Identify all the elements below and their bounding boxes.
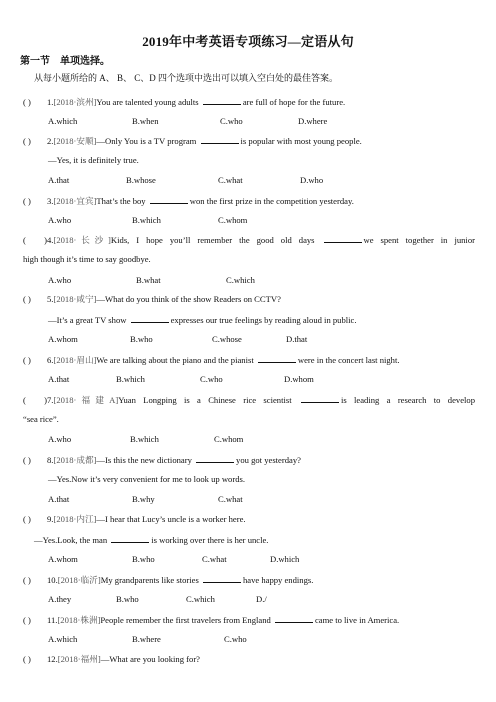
question-stem-end: is leading a research to develop bbox=[340, 395, 476, 405]
question-stem: Kids, I hope you’ll remember the good old days bbox=[110, 235, 322, 245]
options-7 bbox=[48, 434, 448, 445]
option: B.who bbox=[132, 554, 155, 564]
answer-blank bbox=[203, 574, 241, 583]
options-1 bbox=[48, 116, 448, 127]
question-9 bbox=[23, 514, 246, 525]
question-source: [2018·安顺] bbox=[53, 136, 97, 146]
option: A.who bbox=[48, 434, 72, 444]
answer-paren[interactable]: ( ) bbox=[23, 136, 31, 146]
section-heading bbox=[20, 52, 110, 67]
option: C.who bbox=[224, 634, 247, 644]
answer-blank bbox=[301, 394, 339, 403]
question-6 bbox=[23, 354, 400, 366]
options-5 bbox=[48, 334, 448, 345]
question-7 bbox=[23, 394, 475, 406]
question-number: 4. bbox=[47, 235, 54, 245]
question-stem-end: you got yesterday? bbox=[236, 455, 301, 465]
question-number: 12. bbox=[47, 654, 58, 664]
options-8 bbox=[48, 494, 448, 505]
question-source: [2018·福建A] bbox=[53, 395, 119, 405]
options-2 bbox=[48, 175, 448, 186]
question-9-continuation bbox=[34, 534, 268, 546]
option: A.which bbox=[48, 116, 78, 126]
question-stem-end: are full of hope for the future. bbox=[242, 97, 346, 107]
option: B.who bbox=[116, 594, 139, 604]
question-stem: We are talking about the piano and the pianist bbox=[96, 355, 256, 365]
question-source: [2018·成都] bbox=[53, 455, 97, 465]
answer-blank bbox=[150, 195, 188, 204]
instruction-text: 从每小题所给的 A、 B、 C、D 四个选项中选出可以填入空白处的最佳答案。 bbox=[34, 73, 339, 83]
question-stem-end: were in the concert last night. bbox=[297, 355, 400, 365]
option: A.that bbox=[48, 374, 70, 384]
answer-paren[interactable]: ( ) bbox=[23, 615, 31, 625]
answer-paren[interactable]: ( ) bbox=[23, 294, 31, 304]
question-number: 9. bbox=[47, 514, 54, 524]
question-5 bbox=[23, 294, 281, 305]
option: C.whose bbox=[212, 334, 242, 344]
question-number: 7. bbox=[47, 395, 54, 405]
option: A.who bbox=[48, 215, 72, 225]
continuation-stem-end: is working over there is her uncle. bbox=[151, 535, 269, 545]
question-number: 11. bbox=[47, 615, 58, 625]
question-source: [2018·内江] bbox=[53, 514, 97, 524]
continuation-stem-end: expresses our true feelings by reading aloud in public. bbox=[170, 315, 357, 325]
section-title: 单项选择。 bbox=[60, 56, 110, 67]
option: A.that bbox=[48, 494, 70, 504]
question-source: [2018·福州] bbox=[57, 654, 101, 664]
answer-paren[interactable]: ( ) bbox=[23, 514, 31, 524]
answer-blank bbox=[324, 234, 362, 243]
question-2-continuation: —Yes, it is definitely true. bbox=[48, 155, 139, 165]
question-stem-end: we spent together in junior bbox=[363, 235, 475, 245]
question-stem: —What are you looking for? bbox=[100, 654, 200, 664]
option: B.where bbox=[132, 634, 161, 644]
option: B.who bbox=[130, 334, 153, 344]
question-number: 6. bbox=[47, 355, 54, 365]
answer-paren[interactable]: ( ) bbox=[23, 575, 31, 585]
question-number: 10. bbox=[47, 575, 58, 585]
answer-blank bbox=[275, 614, 313, 623]
question-source: [2018·眉山] bbox=[53, 355, 97, 365]
answer-blank bbox=[196, 454, 234, 463]
answer-blank bbox=[258, 354, 296, 363]
option: C.who bbox=[220, 116, 243, 126]
question-4-continuation: high though it’s time to say goodbye. bbox=[23, 254, 151, 264]
option: B.which bbox=[132, 215, 161, 225]
option: C.which bbox=[186, 594, 215, 604]
question-number: 5. bbox=[47, 294, 54, 304]
option: A.whom bbox=[48, 334, 78, 344]
question-8 bbox=[23, 454, 301, 466]
question-stem: People remember the first travelers from England bbox=[100, 615, 273, 625]
question-7-continuation: “sea rice”. bbox=[23, 414, 59, 424]
option: A.whom bbox=[48, 554, 78, 564]
option: C.what bbox=[218, 175, 243, 185]
option: A.they bbox=[48, 594, 72, 604]
answer-paren[interactable]: ( ) bbox=[23, 235, 47, 245]
continuation-stem: —It’s a great TV show bbox=[48, 315, 129, 325]
question-source: [2018·临沂] bbox=[57, 575, 101, 585]
option: A.who bbox=[48, 275, 72, 285]
question-stem: —I hear that Lucy’s uncle is a worker here. bbox=[96, 514, 246, 524]
answer-blank bbox=[201, 135, 239, 144]
option: C.who bbox=[200, 374, 223, 384]
question-12 bbox=[23, 654, 200, 665]
answer-paren[interactable]: ( ) bbox=[23, 355, 31, 365]
question-number: 3. bbox=[47, 196, 54, 206]
page-title: 2019年中考英语专项练习—定语从句 bbox=[142, 34, 354, 49]
question-number: 1. bbox=[47, 97, 54, 107]
answer-blank bbox=[131, 314, 169, 323]
answer-paren[interactable]: ( ) bbox=[23, 395, 47, 405]
answer-paren[interactable]: ( ) bbox=[23, 455, 31, 465]
question-number: 8. bbox=[47, 455, 54, 465]
question-stem: That’s the boy bbox=[96, 196, 148, 206]
option: C.which bbox=[226, 275, 255, 285]
option: B.which bbox=[130, 434, 159, 444]
options-3 bbox=[48, 215, 448, 226]
section-label: 第一节 bbox=[20, 56, 50, 67]
question-stem-end: is popular with most young people. bbox=[240, 136, 362, 146]
question-source: [2018·滨州] bbox=[53, 97, 97, 107]
question-stem: Yuan Longping is a Chinese rice scientist bbox=[118, 395, 299, 405]
question-number: 2. bbox=[47, 136, 54, 146]
question-11 bbox=[23, 614, 399, 626]
question-source: [2018·长沙] bbox=[53, 235, 111, 245]
question-stem: You are talented young adults bbox=[96, 97, 201, 107]
option: D.which bbox=[270, 554, 300, 564]
continuation-stem: —Yes.Look, the man bbox=[34, 535, 110, 545]
option: B.whose bbox=[126, 175, 156, 185]
answer-paren[interactable]: ( ) bbox=[23, 196, 31, 206]
option: C.what bbox=[202, 554, 227, 564]
option: D.where bbox=[298, 116, 328, 126]
option: D./ bbox=[256, 594, 267, 604]
options-11 bbox=[48, 634, 448, 645]
question-source: [2018·宜宾] bbox=[53, 196, 97, 206]
question-stem-end: have happy endings. bbox=[242, 575, 314, 585]
option: D.that bbox=[286, 334, 308, 344]
question-stem-end: came to live in America. bbox=[314, 615, 400, 625]
question-10 bbox=[23, 574, 313, 586]
option: A.which bbox=[48, 634, 78, 644]
question-stem: —Is this the new dictionary bbox=[96, 455, 195, 465]
options-6 bbox=[48, 374, 448, 385]
answer-blank bbox=[111, 534, 149, 543]
option: B.when bbox=[132, 116, 159, 126]
option: D.whom bbox=[284, 374, 314, 384]
answer-blank bbox=[203, 96, 241, 105]
question-5-continuation bbox=[48, 314, 357, 326]
answer-paren[interactable]: ( ) bbox=[23, 654, 31, 664]
option: B.which bbox=[116, 374, 145, 384]
option: D.who bbox=[300, 175, 324, 185]
question-stem: —Only You is a TV program bbox=[96, 136, 199, 146]
question-stem-end: won the first prize in the competition yesterday. bbox=[189, 196, 354, 206]
question-8-continuation: —Yes.Now it’s very convenient for me to look up words. bbox=[48, 474, 246, 484]
question-source: [2018·咸宁] bbox=[53, 294, 97, 304]
question-4 bbox=[23, 234, 475, 246]
option: C.whom bbox=[218, 215, 248, 225]
options-9 bbox=[48, 554, 448, 565]
option: C.whom bbox=[214, 434, 244, 444]
option: B.what bbox=[136, 275, 161, 285]
options-10 bbox=[48, 594, 448, 605]
question-stem: —What do you think of the show Readers on CCTV? bbox=[96, 294, 281, 304]
option: B.why bbox=[132, 494, 155, 504]
question-1 bbox=[23, 96, 345, 108]
question-stem: My grandparents like stories bbox=[100, 575, 201, 585]
question-3 bbox=[23, 195, 354, 207]
options-4 bbox=[48, 275, 448, 286]
option: A.that bbox=[48, 175, 70, 185]
answer-paren[interactable]: ( ) bbox=[23, 97, 31, 107]
question-2 bbox=[23, 135, 362, 147]
option: C.what bbox=[218, 494, 243, 504]
question-source: [2018·株洲] bbox=[57, 615, 101, 625]
